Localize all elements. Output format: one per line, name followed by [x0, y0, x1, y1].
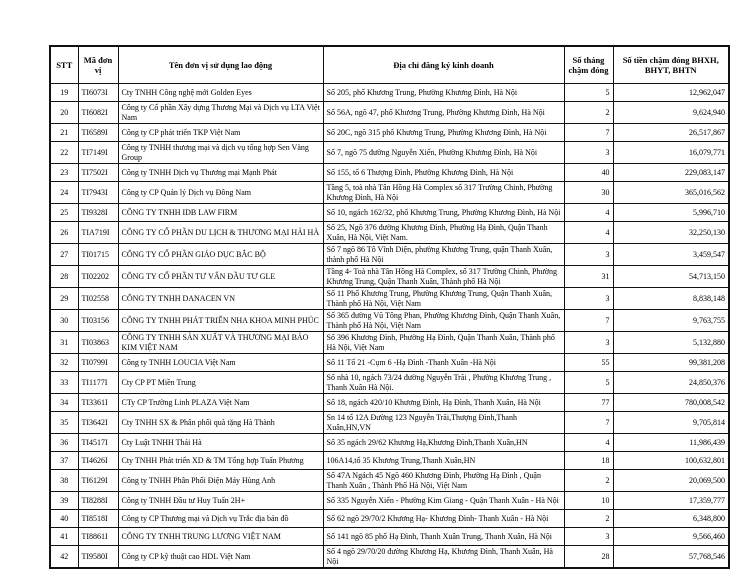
row-amount-late: 32,250,130	[613, 222, 729, 244]
row-months-late: 30	[564, 182, 613, 204]
table-row	[50, 394, 729, 412]
row-months-late: 18	[564, 452, 613, 470]
row-employer-name: Cty CP PT Miền Trung	[118, 372, 323, 394]
row-unit-code: TI02202	[78, 266, 118, 288]
row-employer-name: Công ty Cổ phần Xây dựng Thương Mại và Dịch vụ LTA Việt Nam	[118, 102, 323, 124]
row-stt: 29	[50, 288, 78, 310]
row-stt: 39	[50, 492, 78, 510]
row-employer-name: Công ty TNHH Phân Phối Điện Máy Hùng Anh	[118, 470, 323, 492]
row-unit-code: TI6082I	[78, 102, 118, 124]
row-stt: 22	[50, 142, 78, 164]
row-stt: 26	[50, 222, 78, 244]
row-registered-address: 106A14,tổ 35 Khương Trung,Thanh Xuân,HN	[323, 452, 564, 470]
row-amount-late: 229,083,147	[613, 164, 729, 182]
row-stt: 27	[50, 244, 78, 266]
row-months-late: 4	[564, 434, 613, 452]
row-months-late: 10	[564, 492, 613, 510]
table-row	[50, 222, 729, 244]
table-row	[50, 288, 729, 310]
row-unit-code: TI02558	[78, 288, 118, 310]
header-row	[50, 46, 729, 84]
row-stt: 28	[50, 266, 78, 288]
row-months-late: 5	[564, 372, 613, 394]
row-stt: 41	[50, 528, 78, 546]
row-unit-code: TI3361I	[78, 394, 118, 412]
header-registered-address: Địa chỉ đăng ký kinh doanh	[323, 46, 564, 84]
row-months-late: 77	[564, 394, 613, 412]
row-amount-late: 9,566,460	[613, 528, 729, 546]
row-months-late: 2	[564, 510, 613, 528]
table-row	[50, 372, 729, 394]
row-registered-address: Số nhà 10, ngách 73/24 đường Nguyễn Trãi , Phường Khương Trung , Thanh Xuân Hà Nội.	[323, 372, 564, 394]
row-employer-name: CÔNG TY CỔ PHẦN DU LỊCH & THƯƠNG MẠI HẢI HÀ	[118, 222, 323, 244]
row-unit-code: TI8518I	[78, 510, 118, 528]
table-row	[50, 412, 729, 434]
row-amount-late: 11,986,439	[613, 434, 729, 452]
table-body	[50, 84, 729, 569]
row-registered-address: Số 10, ngách 162/32, phố Khương Trung, Phường Khương Đình, Hà Nội	[323, 204, 564, 222]
row-registered-address: Số 396 Khương Đình, Phường Hạ Đình, Quận Thanh Xuân, Thành phố Hà Nội, Việt Nam	[323, 332, 564, 354]
row-unit-code: TI4626I	[78, 452, 118, 470]
row-months-late: 40	[564, 164, 613, 182]
row-employer-name: CTy CP Trường Linh PLAZA Việt Nam	[118, 394, 323, 412]
row-unit-code: TI7149I	[78, 142, 118, 164]
row-employer-name: Công ty CP kỹ thuật cao HDL Việt Nam	[118, 546, 323, 569]
row-amount-late: 20,069,500	[613, 470, 729, 492]
row-months-late: 7	[564, 124, 613, 142]
table-row	[50, 84, 729, 102]
table-row	[50, 142, 729, 164]
row-months-late: 28	[564, 546, 613, 569]
row-unit-code: TI03156	[78, 310, 118, 332]
row-months-late: 7	[564, 310, 613, 332]
row-employer-name: Công ty TNHH thương mại và dịch vụ tổng hợp Sen Vàng Group	[118, 142, 323, 164]
row-unit-code: TI6129I	[78, 470, 118, 492]
row-employer-name: CÔNG TY TNHH PHÁT TRIỂN NHA KHOA MINH PHÚC	[118, 310, 323, 332]
row-unit-code: TI0799I	[78, 354, 118, 372]
row-stt: 23	[50, 164, 78, 182]
row-stt: 36	[50, 434, 78, 452]
row-months-late: 3	[564, 142, 613, 164]
table-header	[50, 46, 729, 84]
row-unit-code: TI7502I	[78, 164, 118, 182]
row-registered-address: Số 18, ngách 420/10 Khương Đình, Hạ Đình, Thanh Xuân, Hà Nội	[323, 394, 564, 412]
row-months-late: 31	[564, 266, 613, 288]
row-registered-address: Số 155, tổ 6 Thượng Đình, Phường Khương Đình, Hà Nội	[323, 164, 564, 182]
row-stt: 20	[50, 102, 78, 124]
table-row	[50, 434, 729, 452]
row-months-late: 5	[564, 84, 613, 102]
row-unit-code: TI01715	[78, 244, 118, 266]
row-unit-code: TIA719I	[78, 222, 118, 244]
row-employer-name: Cty TNHH Phát triển XD & TM Tổng hợp Tuấn Phương	[118, 452, 323, 470]
table-row	[50, 452, 729, 470]
table-row	[50, 492, 729, 510]
row-employer-name: Công ty CP Thương mại và Dịch vụ Trắc địa bản đồ	[118, 510, 323, 528]
row-employer-name: CÔNG TY TNHH DANACEN VN	[118, 288, 323, 310]
row-unit-code: TI3642I	[78, 412, 118, 434]
row-amount-late: 57,768,546	[613, 546, 729, 569]
table-row	[50, 182, 729, 204]
row-stt: 33	[50, 372, 78, 394]
row-registered-address: Số 4 ngõ 29/70/20 đường Khương Hạ, Khương Đình, Thanh Xuân, Hà Nội	[323, 546, 564, 569]
row-months-late: 3	[564, 332, 613, 354]
row-amount-late: 16,079,771	[613, 142, 729, 164]
row-amount-late: 6,348,800	[613, 510, 729, 528]
row-registered-address: Tầng 5, toà nhà Tân Hồng Hà Complex số 317 Trường Chinh, Phường Khương Đình, Hà Nội	[323, 182, 564, 204]
row-stt: 37	[50, 452, 78, 470]
row-employer-name: Công ty CP Quản lý Dịch vụ Đông Nam	[118, 182, 323, 204]
header-amount-late: Số tiền chậm đóng BHXH, BHYT, BHTN	[613, 46, 729, 84]
row-unit-code: TI4517I	[78, 434, 118, 452]
row-stt: 40	[50, 510, 78, 528]
row-registered-address: Số 11 Phố Khương Trung, Phường Khương Trung, Quận Thanh Xuân, Thành phố Hà Nội, Việt Nam	[323, 288, 564, 310]
row-employer-name: Cty TNHH Công nghệ mới Golden Eyes	[118, 84, 323, 102]
row-employer-name: CÔNG TY TNHH TRUNG LƯƠNG VIỆT NAM	[118, 528, 323, 546]
row-stt: 25	[50, 204, 78, 222]
row-registered-address: Số 205, phố Khương Trung, Phường Khương Đình, Hà Nội	[323, 84, 564, 102]
table-row	[50, 354, 729, 372]
row-stt: 24	[50, 182, 78, 204]
header-employer-name: Tên đơn vị sử dụng lao động	[118, 46, 323, 84]
row-registered-address: Số 365 đường Vũ Tông Phan, Phường Khương Đình, Quận Thanh Xuân, Thành phố Hà Nội, Việt Nam	[323, 310, 564, 332]
row-employer-name: CÔNG TY TNHH SẢN XUẤT VÀ THƯƠNG MẠI BẢO KIM VIỆT NAM	[118, 332, 323, 354]
row-months-late: 4	[564, 222, 613, 244]
row-registered-address: Sn 14 tổ 12A Đường 123 Nguyễn Trãi,Thượng Đình,Thanh Xuân,HN,VN	[323, 412, 564, 434]
table-row	[50, 332, 729, 354]
table-row	[50, 510, 729, 528]
row-registered-address: Số 335 Nguyễn Xiển - Phường Kim Giang - Quận Thanh Xuân - Hà Nội	[323, 492, 564, 510]
table-row	[50, 204, 729, 222]
row-months-late: 7	[564, 412, 613, 434]
table-row	[50, 266, 729, 288]
table-row	[50, 102, 729, 124]
row-amount-late: 3,459,547	[613, 244, 729, 266]
row-unit-code: TI6589I	[78, 124, 118, 142]
row-unit-code: TI03863	[78, 332, 118, 354]
row-registered-address: Số 25, Ngõ 376 đường Khương Đình, Phường Hạ Đình, Quận Thanh Xuân, Hà Nội, Việt Nam.	[323, 222, 564, 244]
row-amount-late: 365,016,562	[613, 182, 729, 204]
row-registered-address: Số 35 ngách 29/62 Khương Hạ,Khương Đình,Thanh Xuân,HN	[323, 434, 564, 452]
row-amount-late: 54,713,150	[613, 266, 729, 288]
row-registered-address: Số 11 Tổ 21 -Cụm 6 -Hạ Đình -Thanh Xuân -Hà Nội	[323, 354, 564, 372]
row-unit-code: TI8861I	[78, 528, 118, 546]
row-amount-late: 100,632,801	[613, 452, 729, 470]
row-stt: 32	[50, 354, 78, 372]
row-amount-late: 9,763,755	[613, 310, 729, 332]
row-months-late: 3	[564, 288, 613, 310]
header-stt: STT	[50, 46, 78, 84]
row-amount-late: 5,132,880	[613, 332, 729, 354]
row-unit-code: TI8288I	[78, 492, 118, 510]
row-amount-late: 12,962,047	[613, 84, 729, 102]
table-row	[50, 528, 729, 546]
table-row	[50, 546, 729, 569]
row-registered-address: Số 7 ngõ 86 Tô Vĩnh Diện, phường Khương Trung, quận Thanh Xuân, thành phố Hà Nội	[323, 244, 564, 266]
row-amount-late: 8,838,148	[613, 288, 729, 310]
row-amount-late: 5,996,710	[613, 204, 729, 222]
row-months-late: 3	[564, 528, 613, 546]
row-stt: 34	[50, 394, 78, 412]
row-employer-name: Công ty TNHH Đầu tư Huy Tuấn 2H+	[118, 492, 323, 510]
row-employer-name: Công ty CP phát triển TKP Việt Nam	[118, 124, 323, 142]
row-unit-code: TI7943I	[78, 182, 118, 204]
table-row	[50, 164, 729, 182]
row-employer-name: CÔNG TY TNHH IDB LAW FIRM	[118, 204, 323, 222]
table-row	[50, 244, 729, 266]
table-row	[50, 310, 729, 332]
row-unit-code: TI9580I	[78, 546, 118, 569]
row-registered-address: Số 56A, ngõ 47, phố Khương Trung, Phường Khương Đình, Hà Nội	[323, 102, 564, 124]
row-amount-late: 26,517,867	[613, 124, 729, 142]
row-registered-address: Tầng 4- Toà nhà Tân Hồng Hà Complex, số 317 Trường Chinh, Phường Khương Trung, Quận Thanh Xuân, Thành phố Hà Nội	[323, 266, 564, 288]
table-row	[50, 470, 729, 492]
row-amount-late: 9,624,940	[613, 102, 729, 124]
row-amount-late: 17,359,777	[613, 492, 729, 510]
header-months-late: Số tháng chậm đóng	[564, 46, 613, 84]
row-employer-name: Công ty TNHH Dịch vụ Thương mại Mạnh Phát	[118, 164, 323, 182]
row-employer-name: Cty Luật TNHH Thái Hà	[118, 434, 323, 452]
insurance-debt-table	[49, 45, 730, 569]
row-amount-late: 99,381,208	[613, 354, 729, 372]
row-registered-address: Số 141 ngõ 85 phố Hạ Đình, Thanh Xuân Trung, Thanh Xuân, Hà Nội	[323, 528, 564, 546]
row-registered-address: Số 47A Ngách 45 Ngõ 460 Khương Đình, Phường Hạ Đình , Quận Thanh Xuân , Thành Phố Hà Nội, Việt Nam	[323, 470, 564, 492]
row-employer-name: Cty TNHH SX & Phân phối quà tặng Hà Thành	[118, 412, 323, 434]
row-months-late: 3	[564, 244, 613, 266]
row-employer-name: Công ty TNHH LOUCIA Việt Nam	[118, 354, 323, 372]
row-amount-late: 24,850,376	[613, 372, 729, 394]
row-months-late: 4	[564, 204, 613, 222]
row-stt: 31	[50, 332, 78, 354]
row-stt: 19	[50, 84, 78, 102]
row-months-late: 55	[564, 354, 613, 372]
row-months-late: 2	[564, 470, 613, 492]
row-stt: 21	[50, 124, 78, 142]
row-unit-code: TI1177I	[78, 372, 118, 394]
row-employer-name: CÔNG TY CỔ PHẦN TƯ VẤN ĐẦU TƯ GLE	[118, 266, 323, 288]
row-amount-late: 780,008,542	[613, 394, 729, 412]
table-row	[50, 124, 729, 142]
row-registered-address: Số 20C, ngõ 315 phố Khương Trung, Phường Khương Đình, Hà Nội	[323, 124, 564, 142]
row-registered-address: Số 7, ngõ 75 đường Nguyễn Xiển, Phường Khương Đình, Hà Nội	[323, 142, 564, 164]
row-employer-name: CÔNG TY CỔ PHẦN GIÁO DỤC BẮC BỘ	[118, 244, 323, 266]
row-amount-late: 9,705,814	[613, 412, 729, 434]
row-stt: 30	[50, 310, 78, 332]
row-months-late: 2	[564, 102, 613, 124]
row-stt: 35	[50, 412, 78, 434]
row-unit-code: TI9328I	[78, 204, 118, 222]
row-stt: 38	[50, 470, 78, 492]
row-registered-address: Số 62 ngõ 29/70/2 Khương Hạ- Khương Đình- Thanh Xuân - Hà Nội	[323, 510, 564, 528]
row-stt: 42	[50, 546, 78, 569]
row-unit-code: TI6073I	[78, 84, 118, 102]
header-unit-code: Mã đơn vị	[78, 46, 118, 84]
